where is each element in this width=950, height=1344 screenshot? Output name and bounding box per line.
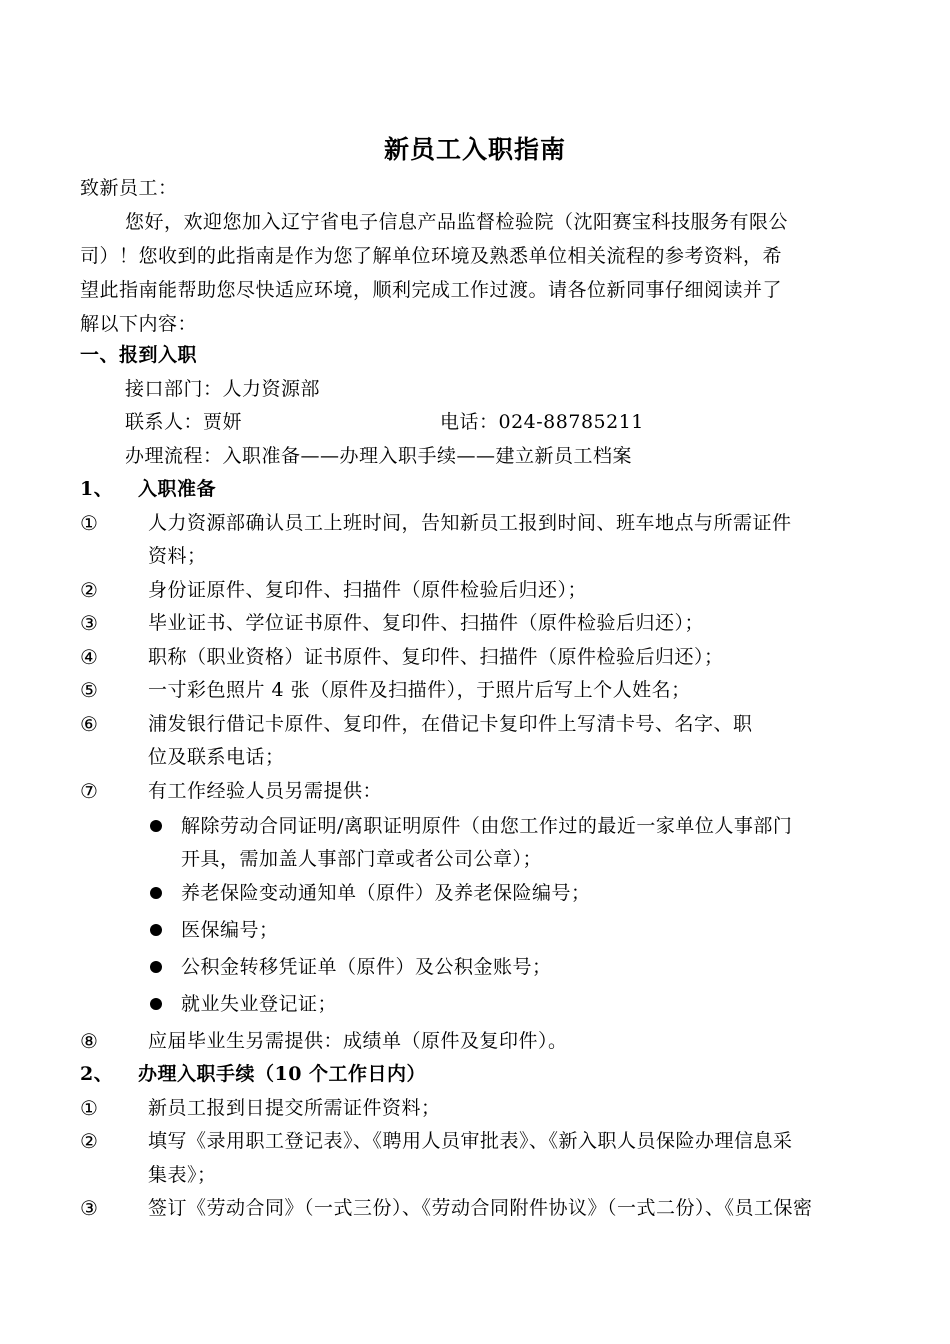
- bullet-text: 就业失业登记证；: [181, 993, 338, 1015]
- item-text: 有工作经验人员另需提供：: [148, 780, 383, 802]
- subsection-1-heading: 入职准备: [138, 478, 217, 500]
- item-text-cont: 资料；: [148, 545, 207, 567]
- intro-line-3: 望此指南能帮助您尽快适应环境，顺利完成工作过渡。请各位新同事仔细阅读并了: [80, 279, 783, 301]
- item-text: 新员工报到日提交所需证件资料；: [148, 1097, 441, 1119]
- bullet-dot-icon: [150, 961, 162, 973]
- item-marker: ③: [80, 1196, 98, 1220]
- item-marker: ⑦: [80, 779, 98, 803]
- process-flow: 办理流程：入职准备——办理入职手续——建立新员工档案: [125, 445, 633, 467]
- item-marker: ①: [80, 511, 98, 535]
- item-text: 毕业证书、学位证书原件、复印件、扫描件（原件检验后归还）；: [148, 612, 705, 634]
- bullet-text: 公积金转移凭证单（原件）及公积金账号；: [181, 956, 552, 978]
- item-text-cont: 位及联系电话；: [148, 746, 285, 768]
- item-text: 应届毕业生另需提供：成绩单（原件及复印件）。: [148, 1030, 568, 1052]
- subsection-1-number: 1、: [80, 478, 114, 500]
- item-marker: ①: [80, 1096, 98, 1120]
- greeting: 致新员工：: [80, 177, 178, 199]
- intro-line-2: 司）！您收到的此指南是作为您了解单位环境及熟悉单位相关流程的参考资料，希: [80, 245, 783, 267]
- bullet-text: 养老保险变动通知单（原件）及养老保险编号；: [181, 882, 591, 904]
- bullet-text-cont: 开具，需加盖人事部门章或者公司公章）；: [181, 848, 543, 870]
- item-marker: ⑤: [80, 678, 98, 702]
- subsection-2-heading: 办理入职手续（10 个工作日内）: [138, 1063, 427, 1085]
- item-text: 身份证原件、复印件、扫描件（原件检验后归还）；: [148, 579, 588, 601]
- item-marker: ②: [80, 1129, 98, 1153]
- item-marker: ⑥: [80, 712, 98, 736]
- bullet-text: 医保编号；: [181, 919, 279, 941]
- bullet-dot-icon: [150, 998, 162, 1010]
- bullet-dot-icon: [150, 820, 162, 832]
- item-text: 一寸彩色照片 4 张（原件及扫描件），于照片后写上个人姓名；: [148, 679, 691, 701]
- subsection-2-number: 2、: [80, 1063, 114, 1085]
- contact-phone: 电话：024-88785211: [440, 411, 644, 433]
- intro-line-4: 解以下内容：: [80, 313, 198, 335]
- item-text: 人力资源部确认员工上班时间，告知新员工报到时间、班车地点与所需证件: [148, 512, 792, 534]
- item-text: 职称（职业资格）证书原件、复印件、扫描件（原件检验后归还）；: [148, 646, 724, 668]
- bullet-dot-icon: [150, 924, 162, 936]
- interface-department: 接口部门：人力资源部: [125, 378, 321, 400]
- item-marker: ④: [80, 645, 98, 669]
- item-text-cont: 集表》；: [148, 1164, 217, 1186]
- bullet-dot-icon: [150, 887, 162, 899]
- contact-person: 联系人：贾妍: [125, 411, 243, 433]
- item-text: 填写《录用职工登记表》、《聘用人员审批表》、《新入职人员保险办理信息采: [148, 1130, 793, 1152]
- section-1-heading: 一、报到入职: [80, 344, 198, 366]
- item-marker: ⑧: [80, 1029, 98, 1053]
- item-text: 签订《劳动合同》（一式三份）、《劳动合同附件协议》（一式二份）、《员工保密: [148, 1197, 813, 1219]
- bullet-text: 解除劳动合同证明/离职证明原件（由您工作过的最近一家单位人事部门: [181, 815, 793, 837]
- item-marker: ②: [80, 578, 98, 602]
- item-marker: ③: [80, 611, 98, 635]
- intro-line-1: 您好，欢迎您加入辽宁省电子信息产品监督检验院（沈阳赛宝科技服务有限公: [125, 211, 789, 233]
- page-title: 新员工入职指南: [383, 135, 566, 164]
- item-text: 浦发银行借记卡原件、复印件，在借记卡复印件上写清卡号、名字、职: [148, 713, 753, 735]
